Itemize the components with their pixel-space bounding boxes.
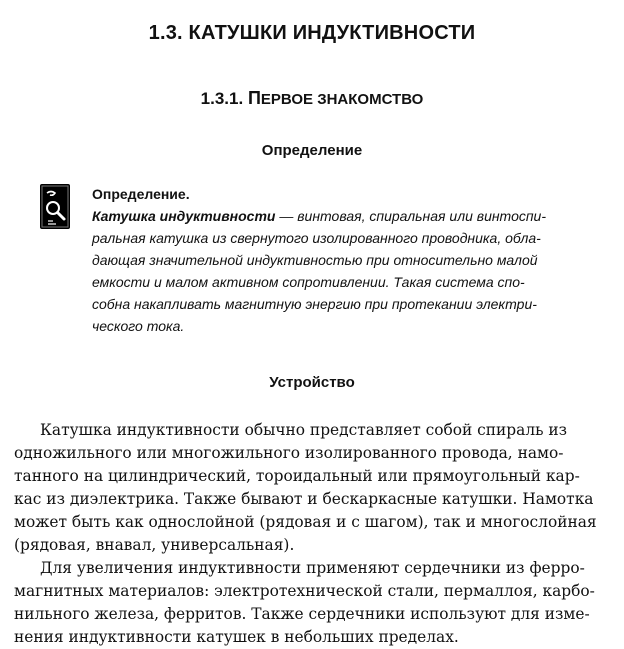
magnifier-definition-icon [40,184,70,229]
definition-line: ческого тока. [92,318,185,334]
paragraph-1-line: (рядовая, внавал, универсальная). [14,536,295,554]
section-number: 1.3.1. [200,89,244,108]
body-text [14,419,610,649]
definition-block [92,183,602,337]
section-title-rest: ЕРВОЕ ЗНАКОМСТВО [260,91,424,108]
definition-term: Катушка индуктивности [92,208,276,224]
paragraph-1-line: одножильного или многожильного изолированного провода, намо- [14,444,564,462]
paragraph-2-line: нения индуктивности катушек в небольших пределах. [14,628,459,646]
paragraph-1-line: Катушка индуктивности обычно представляет собой спираль из [40,421,568,439]
definition-heading: Определение [261,142,363,159]
paragraph-1-line: кас из диэлектрика. Также бывают и бескаркасные катушки. Намотка [14,490,594,508]
section-title-initial: П [247,88,261,108]
section-title [0,88,624,109]
paragraph-1-line: танного на цилиндрический, тороидальный или прямоугольный кар- [14,467,580,485]
paragraph-2-line: Для увеличения индуктивности применяют сердечники из ферро- [40,559,585,577]
chapter-title: 1.3. КАТУШКИ ИНДУКТИВНОСТИ [148,22,476,44]
definition-line [92,205,602,227]
definition-line: ральная катушка из свернутого изолированного проводника, обла- [92,230,541,246]
definition-line: собна накапливать магнитную энергию при протекании электри- [92,296,537,312]
definition-line-text: — винтовая, спиральная или винтоспи- [275,208,547,224]
paragraph-2-line: нильного железа, ферритов. Также сердечники используют для изме- [14,605,590,623]
paragraph-1-line: может быть как однослойной (рядовая и с шагом), так и многослойная [14,513,597,531]
paragraph-2-line: магнитных материалов: электротехнической стали, пермаллоя, карбо- [14,582,595,600]
definition-label: Определение. [92,186,190,202]
device-heading: Устройство [269,374,355,391]
definition-line: емкости и малом активном сопротивлении. Такая система спо- [92,274,525,290]
definition-line: дающая значительной индуктивностью при относительно малой [92,252,538,268]
